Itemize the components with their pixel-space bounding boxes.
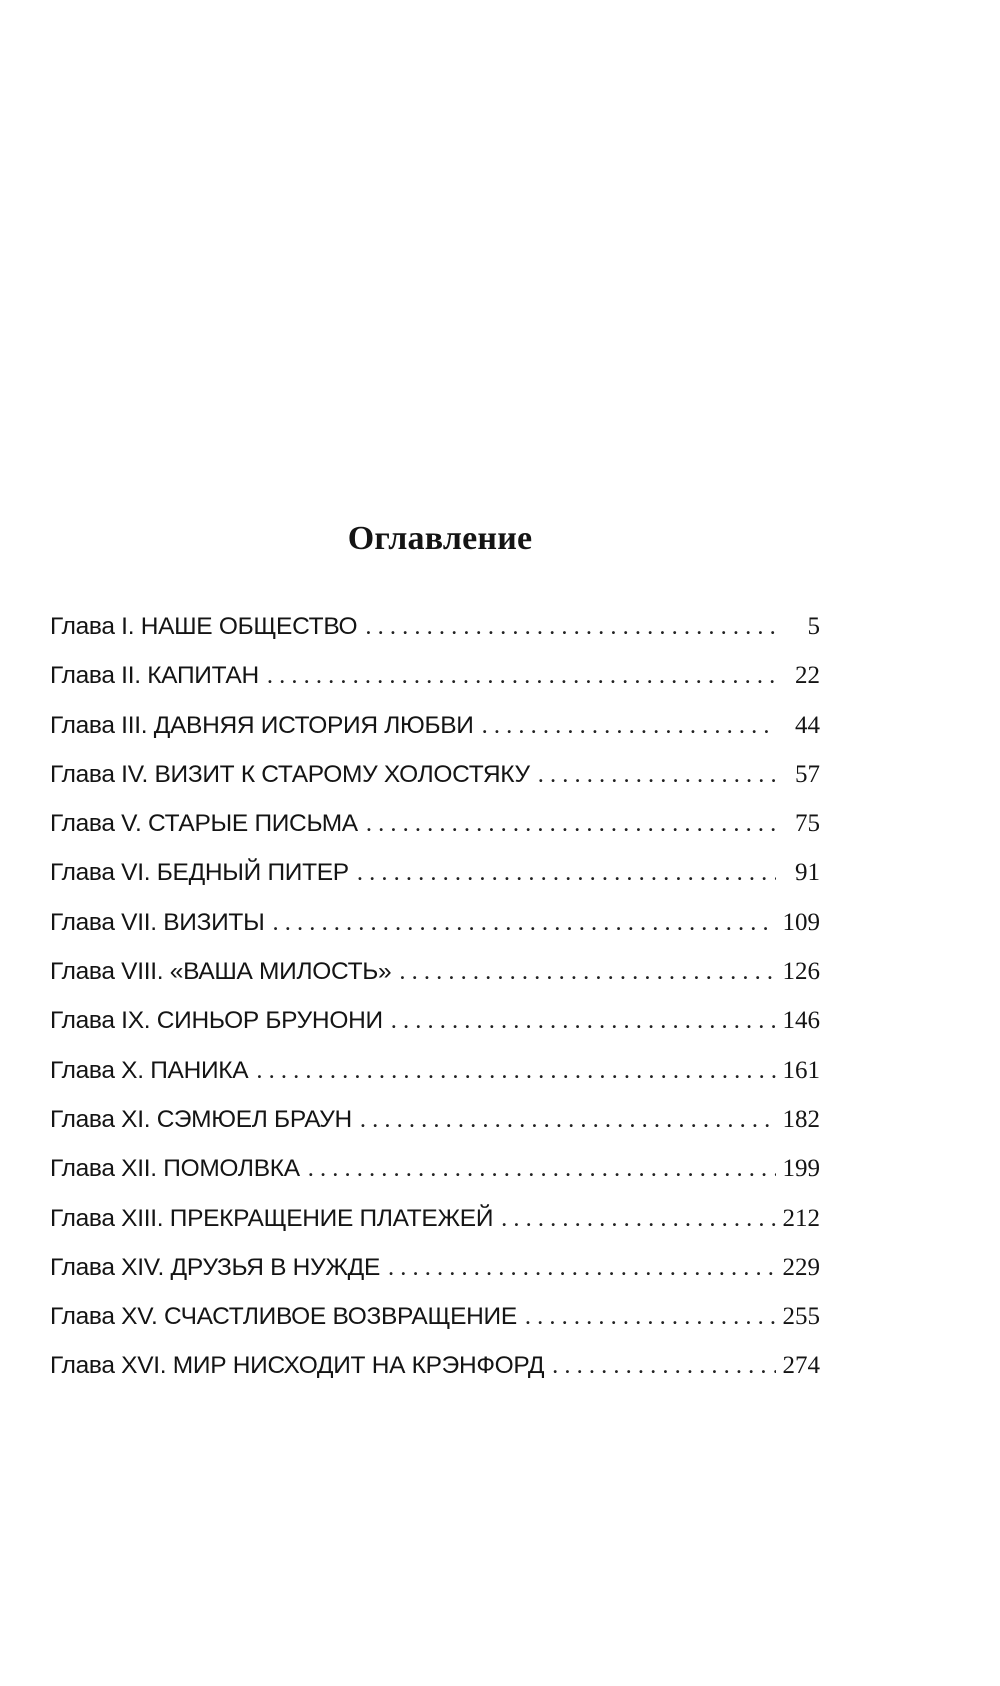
- toc-page-number: 274: [782, 1352, 820, 1380]
- toc-entry: [50, 1204, 820, 1253]
- toc-page-number: 255: [782, 1303, 820, 1331]
- toc-chapter-title: Глава XVI. МИР НИСХОДИТ НА КРЭНФОРД: [50, 1352, 545, 1380]
- toc-entry: [50, 760, 820, 809]
- toc-chapter-title: Глава IV. ВИЗИТ К СТАРОМУ ХОЛОСТЯКУ: [50, 760, 530, 788]
- dot-leader: [482, 711, 776, 741]
- toc-entry: [50, 908, 820, 957]
- toc-page-number: 44: [795, 711, 820, 739]
- toc-chapter-title: Глава VII. ВИЗИТЫ: [50, 908, 265, 936]
- dot-leader: [399, 957, 776, 987]
- toc-page-number: 212: [782, 1204, 820, 1232]
- dot-leader: [366, 809, 776, 839]
- dot-leader: [552, 1351, 776, 1381]
- dot-leader: [267, 661, 776, 691]
- dot-leader: [388, 1253, 776, 1283]
- toc-entry: [50, 661, 820, 710]
- toc-page-number: 126: [782, 958, 820, 986]
- toc-chapter-title: Глава VI. БЕДНЫЙ ПИТЕР: [50, 859, 349, 887]
- dot-leader: [391, 1006, 776, 1036]
- toc-chapter-title: Глава XIII. ПРЕКРАЩЕНИЕ ПЛАТЕЖЕЙ: [50, 1204, 494, 1232]
- dot-leader: [256, 1056, 776, 1086]
- toc-entry: [50, 1302, 820, 1351]
- dot-leader: [308, 1154, 776, 1184]
- toc-page-number: 109: [782, 908, 820, 936]
- dot-leader: [501, 1204, 776, 1234]
- dot-leader: [360, 1105, 776, 1135]
- toc-chapter-title: Глава X. ПАНИКА: [50, 1056, 249, 1084]
- toc-chapter-title: Глава VIII. «ВАША МИЛОСТЬ»: [50, 958, 392, 986]
- toc-entry: [50, 1351, 820, 1400]
- toc-chapter-title: Глава I. НАШЕ ОБЩЕСТВО: [50, 613, 358, 640]
- toc-chapter-title: Глава V. СТАРЫЕ ПИСЬМА: [50, 810, 358, 838]
- toc-entry: [50, 612, 820, 661]
- toc-page-number: 146: [782, 1007, 820, 1035]
- toc-chapter-title: Глава XV. СЧАСТЛИВОЕ ВОЗВРАЩЕНИЕ: [50, 1303, 517, 1331]
- toc-chapter-title: Глава III. ДАВНЯЯ ИСТОРИЯ ЛЮБВИ: [50, 711, 474, 739]
- toc-chapter-title: Глава XII. ПОМОЛВКА: [50, 1155, 300, 1183]
- toc-entry: [50, 858, 820, 907]
- dot-leader: [272, 908, 776, 938]
- toc-chapter-title: Глава IX. СИНЬОР БРУНОНИ: [50, 1007, 383, 1035]
- toc-page-number: 57: [795, 760, 820, 788]
- toc-entry: [50, 1105, 820, 1154]
- toc-page-number: 5: [807, 613, 820, 640]
- toc-page-number: 161: [782, 1056, 820, 1084]
- dot-leader: [365, 612, 776, 642]
- toc-entry: [50, 1154, 820, 1203]
- toc-entry: [50, 809, 820, 858]
- toc-chapter-title: Глава II. КАПИТАН: [50, 662, 259, 690]
- toc-page-number: 229: [782, 1253, 820, 1281]
- dot-leader: [538, 760, 776, 790]
- table-of-contents: [50, 612, 820, 1401]
- toc-entry: [50, 1056, 820, 1105]
- toc-page-number: 199: [782, 1155, 820, 1183]
- page-title: Оглавление: [347, 519, 533, 557]
- toc-chapter-title: Глава XIV. ДРУЗЬЯ В НУЖДЕ: [50, 1253, 380, 1281]
- toc-entry: [50, 1253, 820, 1302]
- toc-page-number: 182: [782, 1105, 820, 1133]
- toc-chapter-title: Глава XI. СЭМЮЕЛ БРАУН: [50, 1105, 352, 1133]
- toc-entry: [50, 957, 820, 1006]
- toc-page-number: 22: [795, 662, 820, 690]
- toc-page-number: 75: [795, 810, 820, 838]
- dot-leader: [357, 858, 776, 888]
- dot-leader: [525, 1302, 776, 1332]
- toc-entry: [50, 711, 820, 760]
- toc-entry: [50, 1006, 820, 1055]
- toc-page-number: 91: [795, 859, 820, 887]
